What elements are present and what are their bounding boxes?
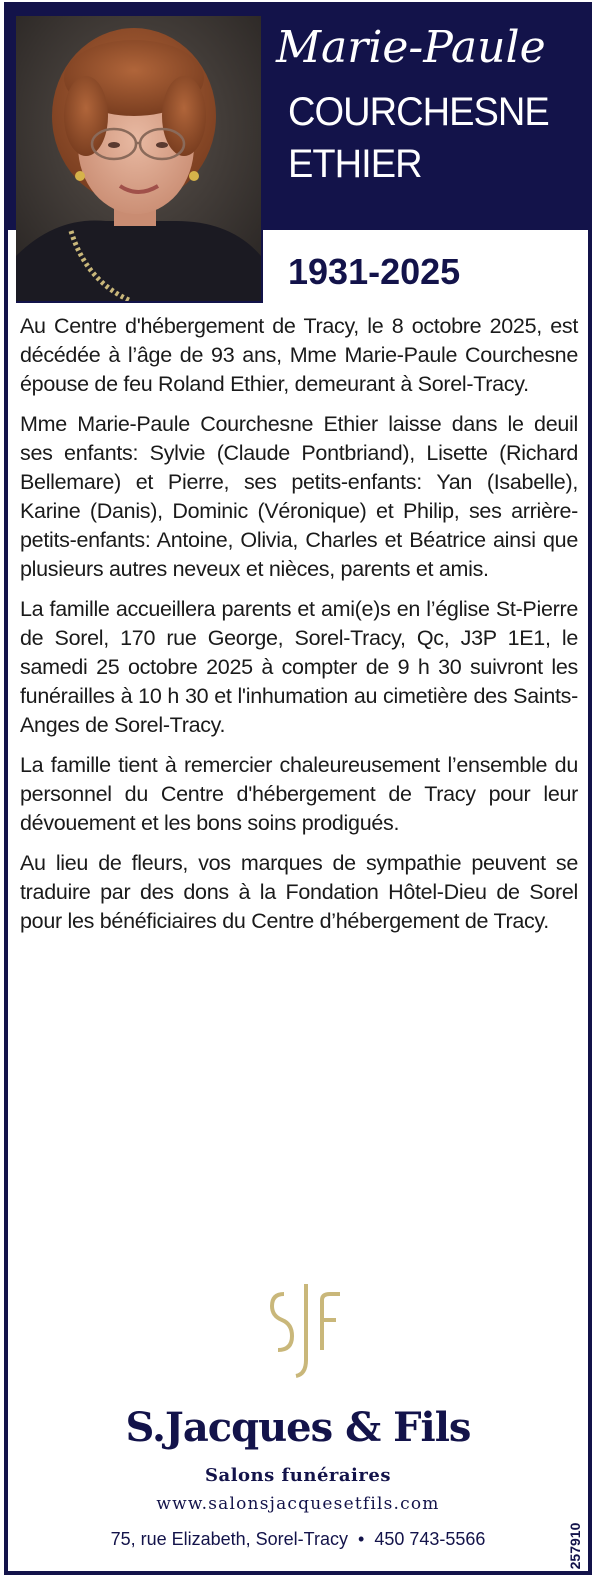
- obituary-frame: [4, 2, 592, 1575]
- portrait-photo-icon: [16, 16, 261, 301]
- ad-number: [563, 1516, 587, 1576]
- paragraph-thanks: La famille tient à remercier chaleureusement l’ensemble du personnel du Centre d'hébergement de Tracy pour leur dévouement et les bons soins prodigués.: [20, 753, 578, 835]
- deceased-last-name-line1: COURCHESNE: [288, 90, 549, 134]
- paragraph-service-details: La famille accueillera parents et ami(e)s en l’église St-Pierre de Sorel, 170 rue George, Sorel-Tracy, Qc, J3P 1E1, le samedi 25 octobre 2025 à compter de 9 h 30 suivront les funérailles à 10 h 30 et l'inhumation au cimetière des Saints-Anges de Sorel-Tracy.: [20, 597, 578, 737]
- funeral-home-phone[interactable]: 450 743-5566: [374, 1529, 486, 1549]
- life-years: 1931-2025: [288, 251, 461, 292]
- ad-number-text: 257910: [567, 1522, 583, 1570]
- paragraph-donations: Au lieu de fleurs, vos marques de sympathie peuvent se traduire par des dons à la Fondation Hôtel-Dieu de Sorel pour les bénéficiaires du Centre d’hébergement de Tracy.: [20, 851, 578, 933]
- deceased-last-name-line2: ETHIER: [288, 142, 422, 186]
- paragraph-death-announcement: Au Centre d'hébergement de Tracy, le 8 octobre 2025, est décédée à l’âge de 93 ans, Mme Marie-Paule Courchesne épouse de feu Roland Ethier, demeurant à Sorel-Tracy.: [20, 314, 578, 396]
- funeral-home-contact: [8, 1526, 588, 1552]
- portrait-photo: [16, 16, 263, 303]
- obituary-body: [20, 312, 578, 947]
- funeral-home-name: S.Jacques & Fils: [125, 1404, 471, 1451]
- separator-dot: •: [358, 1529, 365, 1549]
- funeral-home-subtitle: Salons funéraires: [205, 1465, 391, 1486]
- deceased-first-name: Marie-Paule: [276, 22, 546, 73]
- paragraph-survivors: Mme Marie-Paule Courchesne Ethier laisse dans le deuil ses enfants: Sylvie (Claude Pontbriand), Lisette (Richard Bellemare) et Pierre, ses petits-enfants: Yan (Isabelle), Karine (Danis), Dominic (Véronique) et Philip, ses arrière-petits-enfants: Antoine, Olivia, Charles et Béatrice ainsi que plusieurs autres neveux et nièces, parents et amis.: [20, 412, 578, 581]
- sjf-monogram-logo: [266, 1280, 346, 1380]
- funeral-home-address: 75, rue Elizabeth, Sorel-Tracy: [110, 1529, 348, 1549]
- funeral-home-website[interactable]: www.salonsjacquesetfils.com: [156, 1494, 440, 1514]
